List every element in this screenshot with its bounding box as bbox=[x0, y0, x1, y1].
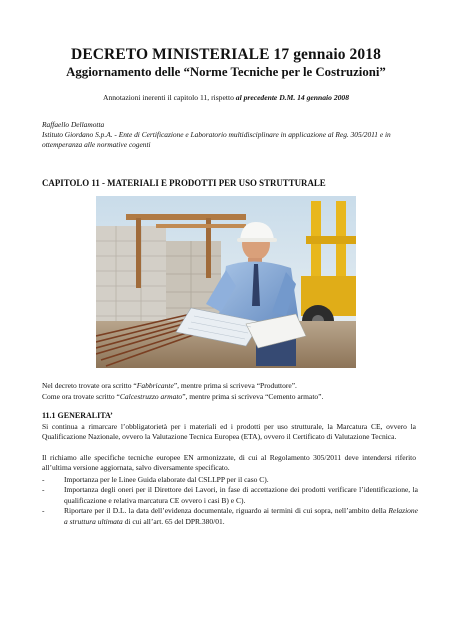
list-item bbox=[42, 506, 418, 527]
note-text: ”, mentre prima si scriveva “Produttore”. bbox=[173, 381, 297, 390]
note-emphasis: Calcestruzzo armato bbox=[119, 392, 183, 401]
bullet-list bbox=[42, 475, 418, 527]
annotation-emphasis: al precedente D.M. 14 gennaio 2008 bbox=[235, 93, 350, 102]
author-name: Raffaello Dellamotta bbox=[42, 120, 105, 129]
author-block bbox=[42, 120, 422, 150]
author-affiliation: Istituto Giordano S.p.A. - Ente di Certificazione e Laboratorio multidisciplinare in applicazione al Reg. 305/2011 e in ottemperanza alle normative cogenti bbox=[42, 130, 391, 149]
bullet-dash: - bbox=[42, 485, 45, 495]
section-paragraph-2: Il richiamo alle specifiche tecniche europee EN armonizzate, di cui al Regolamento 305/2011 deve intendersi riferito all’ultima versione aggiornata, salvo diversamente specificato. bbox=[42, 453, 416, 473]
bullet-dash: - bbox=[42, 475, 45, 484]
bullet-emphasis: Relazione a struttura ultimata bbox=[64, 506, 418, 526]
document-subtitle: Aggiornamento delle “Norme Tecniche per le Costruzioni” bbox=[66, 65, 386, 79]
construction-engineer-photo bbox=[96, 196, 356, 368]
note-text: Come ora trovate scritto “ bbox=[42, 392, 120, 401]
document-title: DECRETO MINISTERIALE 17 gennaio 2018 bbox=[71, 46, 381, 63]
bullet-dash: - bbox=[42, 506, 45, 516]
bullet-text: Importanza per le Linee Guida elaborate dal CSLLPP per il caso C). bbox=[64, 475, 269, 484]
annotation-prefix: Annotazioni inerenti il capitolo 11, rispetto bbox=[102, 93, 236, 102]
list-item bbox=[42, 485, 418, 506]
bullet-text: Importanza degli oneri per il Direttore dei Lavori, in fase di accettazione dei prodotti verificare l’identificazione, la qualificazione e relativa marcatura CE ovvero i casi B) e C). bbox=[64, 485, 418, 505]
annotation-line bbox=[0, 93, 452, 102]
note-emphasis: Fabbricante bbox=[136, 381, 174, 390]
note-text: Nel decreto trovate ora scritto “ bbox=[42, 381, 137, 390]
bullet-text-part: Riportare per il D.L. la data dell’evidenza documentale, riguardo ai termini di cui sopra, nell’ambito della bbox=[64, 506, 389, 516]
note-text: ”, mentre prima si scriveva “Cemento armato”. bbox=[182, 392, 324, 401]
bullet-text bbox=[64, 506, 418, 525]
list-item bbox=[42, 475, 418, 485]
note-calcestruzzo bbox=[42, 392, 417, 402]
note-fabbricante bbox=[42, 381, 417, 391]
chapter-title: CAPITOLO 11 - MATERIALI E PRODOTTI PER USO STRUTTURALE bbox=[42, 178, 326, 188]
section-heading: 11.1 GENERALITA’ bbox=[42, 411, 113, 420]
section-paragraph-1: Si continua a rimarcare l’obbligatorietà per i materiali ed i prodotti per uso strutturale, la Marcatura CE, ovvero la Qualificazione Nazionale, ovvero la Valutazione Tecnica Europea (ETA), ovvero il Certificato di Valutazione Tecnica. bbox=[42, 422, 416, 442]
bullet-text-part: di cui all’art. 65 del DPR.380/01. bbox=[122, 516, 225, 526]
